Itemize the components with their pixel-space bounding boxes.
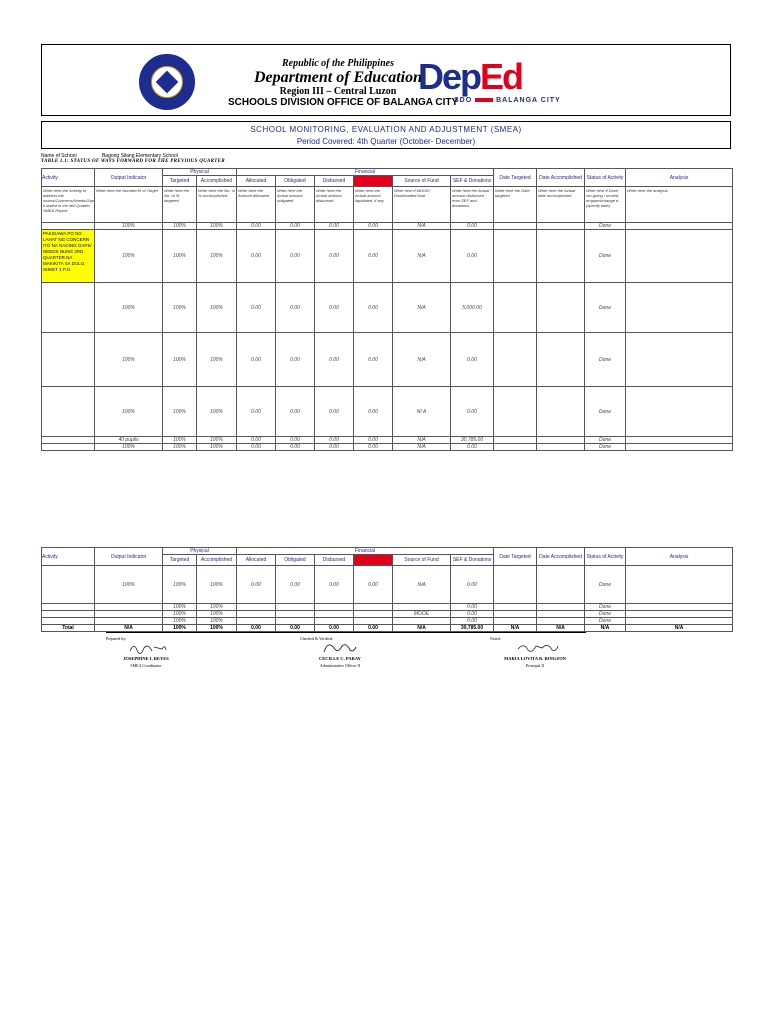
sef-cell: 5,000.00 (451, 283, 494, 333)
accomplished-cell: 100% (197, 223, 237, 230)
activity-cell (42, 604, 95, 611)
allocated-cell: 0.00 (237, 333, 276, 387)
source-cell: MOOE (393, 611, 451, 618)
instruction-cell: Write here the Date targeted (494, 187, 537, 223)
col-sef: SEF & Donations (451, 176, 494, 187)
signature-checked (300, 636, 380, 668)
signature-scribble-icon (516, 640, 560, 656)
source-cell: N/A (393, 333, 451, 387)
division-text: SCHOOLS DIVISION OFFICE OF BALANGA CITY (228, 97, 459, 108)
col-liquidated: Liquidated (354, 176, 393, 187)
total-status-cell: N/A (585, 625, 626, 632)
letterhead (41, 44, 731, 116)
report-title-box (41, 121, 731, 149)
allocated-cell: 0.00 (237, 230, 276, 283)
sef-cell: 0.00 (451, 444, 494, 451)
total-output-cell: N/A (95, 625, 163, 632)
disbursed-cell (315, 604, 354, 611)
disbursed-cell: 0.00 (315, 387, 354, 437)
col-date-accomplished: Date Accomplished (537, 169, 585, 187)
analysis-cell (626, 611, 733, 618)
school-name: Bagong Silang Elementary School (101, 153, 178, 159)
table-row (42, 611, 733, 618)
allocated-cell (237, 604, 276, 611)
date-targeted-cell (494, 604, 537, 611)
source-cell (393, 604, 451, 611)
allocated-cell (237, 611, 276, 618)
liquidated-cell (354, 611, 393, 618)
accomplished-cell: 100% (197, 618, 237, 625)
col-activity: Activity (42, 548, 95, 566)
liquidated-cell: 0.00 (354, 444, 393, 451)
disbursed-cell (315, 618, 354, 625)
targeted-cell: 100% (163, 387, 197, 437)
targeted-cell: 100% (163, 444, 197, 451)
output-cell: 100% (95, 283, 163, 333)
targeted-cell: 100% (163, 618, 197, 625)
status-cell: Done (585, 223, 626, 230)
source-cell: N/A (393, 223, 451, 230)
liquidated-cell (354, 604, 393, 611)
republic-text: Republic of the Philippines (282, 58, 394, 69)
col-disbursed: Disbursed (315, 176, 354, 187)
output-cell: 100% (95, 223, 163, 230)
accomplished-cell: 100% (197, 444, 237, 451)
instruction-cell: Write here the Amount allocated (237, 187, 276, 223)
obligated-cell: 0.00 (276, 566, 315, 604)
analysis-cell (626, 604, 733, 611)
col-financial: Financial (237, 548, 494, 555)
signatory-name: MARIA LOVITA R. RINGZON (504, 656, 566, 661)
table-caption: TABLE 1.1: STATUS OF WAYS FORWARD FOR THE PREVIOUS QUARTER (41, 159, 225, 164)
col-allocated: Allocated (237, 176, 276, 187)
allocated-cell: 0.00 (237, 437, 276, 444)
obligated-cell: 0.00 (276, 387, 315, 437)
period-covered: Period Covered: 4th Quarter (October- December) (296, 137, 476, 146)
accomplished-cell: 100% (197, 611, 237, 618)
date-accomplished-cell (537, 444, 585, 451)
instruction-cell: Write here the Actual amount obligated (276, 187, 315, 223)
date-accomplished-cell (537, 230, 585, 283)
signature-scribble-icon (320, 640, 360, 656)
liquidated-cell: 0.00 (354, 283, 393, 333)
analysis-cell (626, 444, 733, 451)
status-cell: Done (585, 387, 626, 437)
sef-cell: 0.00 (451, 618, 494, 625)
date-targeted-cell (494, 611, 537, 618)
table-row (42, 444, 733, 451)
activity-cell (42, 223, 95, 230)
targeted-cell: 100% (163, 437, 197, 444)
table-row (42, 387, 733, 437)
date-accomplished-cell (537, 223, 585, 230)
activity-cell (42, 283, 95, 333)
col-analysis: Analysis (626, 548, 733, 566)
liquidated-cell: 0.00 (354, 230, 393, 283)
table-row (42, 230, 733, 283)
source-cell: N/A (393, 566, 451, 604)
date-targeted-cell (494, 444, 537, 451)
date-accomplished-cell (537, 566, 585, 604)
signatory-name: JOSEPHINE I. REYES (123, 656, 169, 661)
status-cell: Done (585, 283, 626, 333)
disbursed-cell: 0.00 (315, 223, 354, 230)
col-financial: Financial (237, 169, 494, 176)
disbursed-cell: 0.00 (315, 566, 354, 604)
report-title: SCHOOL MONITORING, EVALUATION AND ADJUSTMENT (SMEA) (250, 125, 522, 134)
output-cell: 100% (95, 444, 163, 451)
date-accomplished-cell (537, 618, 585, 625)
allocated-cell: 0.00 (237, 387, 276, 437)
output-cell: 100% (95, 387, 163, 437)
school-label: Name of School (41, 153, 77, 159)
status-cell: Done (585, 437, 626, 444)
total-liquidated-cell: 0.00 (354, 625, 393, 632)
targeted-cell: 100% (163, 283, 197, 333)
date-accomplished-cell (537, 611, 585, 618)
disbursed-cell: 0.00 (315, 283, 354, 333)
col-source: Source of Fund (393, 176, 451, 187)
analysis-cell (626, 618, 733, 625)
sef-cell: 0.00 (451, 604, 494, 611)
accomplished-cell: 100% (197, 437, 237, 444)
instruction-cell: Write here if Done /on-going / moved, dropped/change d (specify date) (585, 187, 626, 223)
source-cell: N/A (393, 444, 451, 451)
status-cell: Done (585, 444, 626, 451)
obligated-cell (276, 611, 315, 618)
analysis-cell (626, 230, 733, 283)
liquidated-cell: 0.00 (354, 333, 393, 387)
status-cell: Done (585, 566, 626, 604)
obligated-cell: 0.00 (276, 437, 315, 444)
col-liquidated: Liquidated (354, 555, 393, 566)
output-cell: 100% (95, 333, 163, 387)
disbursed-cell: 0.00 (315, 230, 354, 283)
instruction-cell: Write here if MOOE/ Downloaded fund (393, 187, 451, 223)
letterhead-text (228, 58, 448, 97)
targeted-cell: 100% (163, 333, 197, 387)
instruction-cell: Write here the Actual amount disbursed (315, 187, 354, 223)
instruction-cell: Write here the Actual amount liquidated, if any (354, 187, 393, 223)
col-analysis: Analysis (626, 169, 733, 187)
seal-icon (139, 54, 195, 110)
obligated-cell: 0.00 (276, 230, 315, 283)
disbursed-cell (315, 611, 354, 618)
col-date-targeted: Date Targeted (494, 548, 537, 566)
signature-divider (106, 632, 586, 633)
sef-cell: 0.00 (451, 223, 494, 230)
date-accomplished-cell (537, 437, 585, 444)
analysis-cell (626, 387, 733, 437)
table-row (42, 283, 733, 333)
liquidated-cell: 0.00 (354, 387, 393, 437)
date-targeted-cell (494, 333, 537, 387)
date-targeted-cell (494, 223, 537, 230)
col-targeted: Targeted (163, 176, 197, 187)
allocated-cell: 0.00 (237, 444, 276, 451)
accomplished-cell: 100% (197, 566, 237, 604)
date-targeted-cell (494, 566, 537, 604)
region-text: Region III – Central Luzon (279, 86, 397, 97)
sef-cell: 0.00 (451, 387, 494, 437)
targeted-cell: 100% (163, 604, 197, 611)
signature-label: Noted: (490, 636, 501, 641)
activity-cell (42, 444, 95, 451)
col-obligated: Obligated (276, 176, 315, 187)
table-row (42, 333, 733, 387)
col-physical: Physical (163, 169, 237, 176)
analysis-cell (626, 566, 733, 604)
deped-logo: DepEd (418, 56, 523, 97)
accomplished-cell: 100% (197, 283, 237, 333)
col-activity: Activity (42, 169, 95, 187)
total-date-targeted-cell: N/A (494, 625, 537, 632)
signature-label: Checked & Verified: (300, 636, 334, 641)
status-cell: Done (585, 618, 626, 625)
total-disbursed-cell: 0.00 (315, 625, 354, 632)
signatory-position: Principal II (525, 663, 545, 668)
signatory-name: CECILLE C. PARAY (319, 656, 361, 661)
output-cell (95, 618, 163, 625)
obligated-cell (276, 604, 315, 611)
liquidated-cell (354, 618, 393, 625)
obligated-cell: 0.00 (276, 444, 315, 451)
col-output: Output Indicator (95, 169, 163, 187)
accomplished-cell: 100% (197, 387, 237, 437)
table-row (42, 604, 733, 611)
liquidated-cell: 0.00 (354, 566, 393, 604)
col-date-targeted: Date Targeted (494, 169, 537, 187)
signatory-position: SMEA Coordinator (130, 663, 162, 668)
disbursed-cell: 0.00 (315, 444, 354, 451)
table-row (42, 618, 733, 625)
col-status: Status of Activity (585, 169, 626, 187)
source-cell: N/A (393, 437, 451, 444)
output-cell: 40 pupils (95, 437, 163, 444)
obligated-cell: 0.00 (276, 333, 315, 387)
analysis-cell (626, 283, 733, 333)
status-cell: Done (585, 604, 626, 611)
accomplished-cell: 100% (197, 333, 237, 387)
instruction-cell: Write here the Actual amount disbursed from SEF and donations (451, 187, 494, 223)
department-text: Department of Education (253, 69, 422, 86)
activity-cell (42, 566, 95, 604)
liquidated-cell: 0.00 (354, 223, 393, 230)
table-row (42, 223, 733, 230)
accomplished-cell: 100% (197, 230, 237, 283)
signature-label: Prepared by: (106, 636, 127, 641)
disbursed-cell: 0.00 (315, 333, 354, 387)
total-targeted-cell: 100% (163, 625, 197, 632)
table-row (42, 566, 733, 604)
signature-scribble-icon (128, 641, 168, 655)
obligated-cell: 0.00 (276, 223, 315, 230)
total-date-accomplished-cell: N/A (537, 625, 585, 632)
instruction-cell: Write here the No. of % targeted (163, 187, 197, 223)
sef-cell: 0.00 (451, 230, 494, 283)
col-disbursed: Disbursed (315, 555, 354, 566)
status-cell: Done (585, 230, 626, 283)
instruction-cell: Write here the Actual date accomplished (537, 187, 585, 223)
disbursed-cell: 0.00 (315, 437, 354, 444)
output-cell (95, 611, 163, 618)
date-accomplished-cell (537, 333, 585, 387)
total-obligated-cell: 0.00 (276, 625, 315, 632)
liquidated-cell: 0.00 (354, 437, 393, 444)
date-targeted-cell (494, 230, 537, 283)
status-table (41, 168, 733, 451)
col-source: Source of Fund (393, 555, 451, 566)
output-cell (95, 604, 163, 611)
col-date-accomplished: Date Accomplished (537, 548, 585, 566)
col-accomplished: Accomplished (197, 555, 237, 566)
analysis-cell (626, 333, 733, 387)
date-accomplished-cell (537, 387, 585, 437)
sef-cell: 0.00 (451, 611, 494, 618)
targeted-cell: 100% (163, 611, 197, 618)
analysis-cell (626, 223, 733, 230)
date-accomplished-cell (537, 604, 585, 611)
activity-cell: PAKIGAWA PO NG LAHAT NG CONCERN ITO NA NAGING GAPS/ NEEDS NUNG 3RD QUARTER NA MAKIKITA SA DULO, SHEET 1 P.O. (42, 230, 95, 283)
sef-cell: 0.00 (451, 566, 494, 604)
table-row (42, 437, 733, 444)
instruction-cell: Write here the analysis (626, 187, 733, 223)
sef-cell: 0.00 (451, 333, 494, 387)
col-obligated: Obligated (276, 555, 315, 566)
total-source-cell: N/A (393, 625, 451, 632)
date-targeted-cell (494, 618, 537, 625)
targeted-cell: 100% (163, 223, 197, 230)
activity-cell (42, 333, 95, 387)
instruction-row (42, 187, 733, 223)
activity-cell (42, 437, 95, 444)
instruction-cell: Write here the Number/% of Target (95, 187, 163, 223)
allocated-cell: 0.00 (237, 283, 276, 333)
date-targeted-cell (494, 437, 537, 444)
total-sef-cell: 30,785.00 (451, 625, 494, 632)
targeted-cell: 100% (163, 566, 197, 604)
deped-logo-subtext: SDO BALANGA CITY (454, 97, 561, 104)
col-output: Output Indicator (95, 548, 163, 566)
date-targeted-cell (494, 283, 537, 333)
source-cell: N/A (393, 283, 451, 333)
instruction-cell: Write here the No. of % accomplished (197, 187, 237, 223)
col-allocated: Allocated (237, 555, 276, 566)
allocated-cell: 0.00 (237, 566, 276, 604)
obligated-cell: 0.00 (276, 283, 315, 333)
signature-prepared (106, 636, 186, 668)
source-cell: N/A (393, 230, 451, 283)
col-targeted: Targeted (163, 555, 197, 566)
status-cell: Done (585, 611, 626, 618)
source-cell: N/ A (393, 387, 451, 437)
total-analysis-cell: N/A (626, 625, 733, 632)
output-cell: 100% (95, 566, 163, 604)
summary-table (41, 547, 733, 632)
targeted-cell: 100% (163, 230, 197, 283)
activity-cell (42, 387, 95, 437)
total-row (42, 625, 733, 632)
col-accomplished: Accomplished (197, 176, 237, 187)
total-allocated-cell: 0.00 (237, 625, 276, 632)
signature-noted (490, 636, 580, 668)
sef-cell: 30,785.00 (451, 437, 494, 444)
date-targeted-cell (494, 387, 537, 437)
date-accomplished-cell (537, 283, 585, 333)
allocated-cell (237, 618, 276, 625)
total-label: Total (42, 625, 95, 632)
col-physical: Physical (163, 548, 237, 555)
accomplished-cell: 100% (197, 604, 237, 611)
activity-cell (42, 611, 95, 618)
status-cell: Done (585, 333, 626, 387)
obligated-cell (276, 618, 315, 625)
signatory-position: Administrative Officer II (319, 663, 361, 668)
col-status: Status of Activity (585, 548, 626, 566)
col-sef: SEF & Donations (451, 555, 494, 566)
activity-cell (42, 618, 95, 625)
total-accomplished-cell: 100% (197, 625, 237, 632)
output-cell: 100% (95, 230, 163, 283)
instruction-cell: Write here the Activity to address the issues/Concerns/Needs/Gap s stated in the last Quarter SMEA Report (42, 187, 95, 223)
source-cell (393, 618, 451, 625)
analysis-cell (626, 437, 733, 444)
allocated-cell: 0.00 (237, 223, 276, 230)
